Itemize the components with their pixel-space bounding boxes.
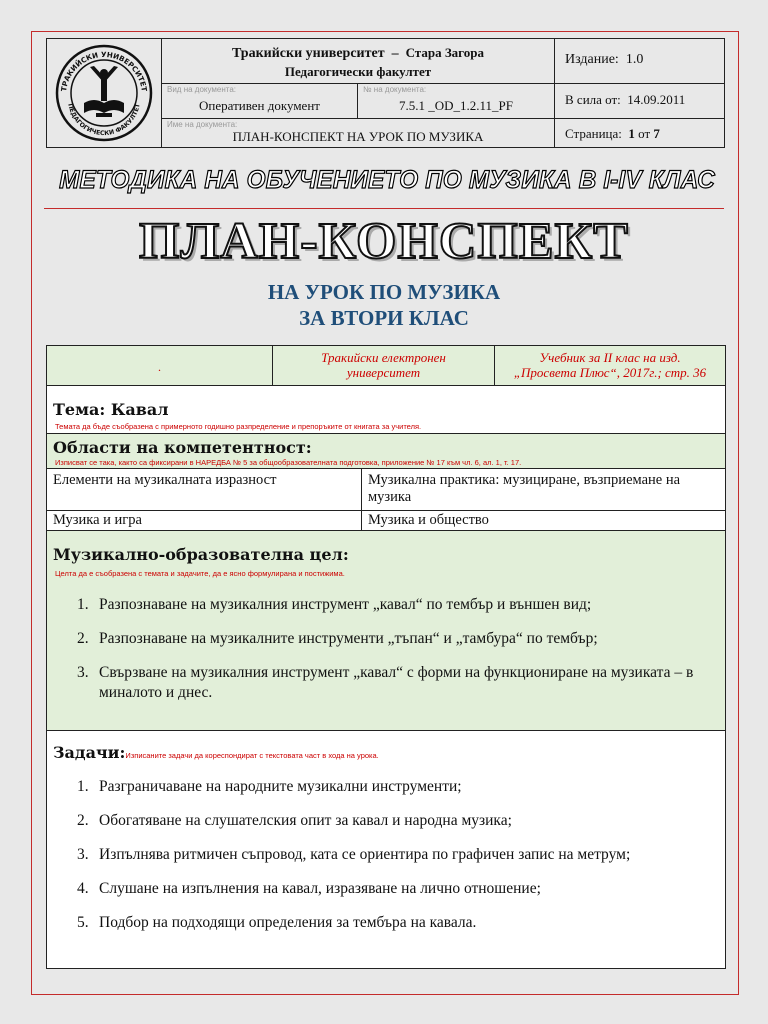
edition-value: 1.0: [625, 52, 644, 67]
page-total: 7: [653, 126, 660, 141]
task-item-number: 3.: [77, 846, 89, 863]
info-cell-2-line-1: Тракийски електронен: [321, 350, 446, 365]
info-cell-3-line-1: Учебник за II клас на изд.: [539, 350, 681, 365]
goal-item-number: 3.: [77, 664, 89, 681]
goal-item-number: 2.: [77, 630, 89, 647]
page-of: от: [638, 126, 651, 141]
area-cell: Елементи на музикалната изразност: [47, 469, 362, 510]
university-logo-cell: [47, 39, 162, 147]
lesson-plan-table: [46, 345, 726, 969]
info-cell-2: [273, 346, 495, 385]
info-cell-1: .: [47, 346, 273, 385]
dash: –: [391, 46, 399, 61]
task-item-text: Подбор на подходящи определения за тембъра на кавала.: [99, 914, 477, 931]
goal-list: [77, 595, 717, 703]
info-cell-3-line-2: „Просвета Плюс“, 2017г.; стр. 36: [513, 365, 707, 380]
topic-note: Темата да бъде съобразена с примерното годишно разпределение и препоръките от книгата за учителя.: [55, 422, 422, 431]
course-title: МЕТОДИКА НА ОБУЧЕНИЕТО ПО МУЗИКА В I-IV КЛАС: [59, 166, 715, 194]
doc-number-caption: № на документа:: [363, 85, 427, 94]
page-label: Страница:: [565, 126, 622, 141]
competence-note: Изписват се така, както са фиксирани в НАРЕДБА № 5 за общообразователната подготовка, приложение № 17 към чл. 6, ал. 1, т. 17.: [55, 458, 522, 467]
info-cell-3: [495, 346, 725, 385]
area-cell: Музика и общество: [368, 512, 489, 528]
edition-cell: [555, 39, 724, 84]
doc-number-value: 7.5.1 _OD_1.2.11_PF: [398, 98, 513, 113]
goal-item-number: 1.: [77, 596, 89, 613]
goal-item: [77, 663, 717, 703]
tasks-row: [47, 731, 725, 968]
plan-title: ПЛАН-КОНСПЕКТ: [139, 213, 629, 270]
subtitle-line-2: ЗА ВТОРИ КЛАС: [299, 306, 469, 330]
doc-type-cell: [162, 84, 358, 119]
task-item-text: Слушане на изпълнения на кавал, изразяване на лично отношение;: [99, 880, 541, 897]
task-item-text: Изпълнява ритмичен съпровод, ката се ориентира по графичен запис на метрум;: [99, 846, 631, 863]
task-item: [77, 811, 717, 831]
info-row: [47, 346, 725, 386]
task-item: [77, 777, 717, 797]
document-header-table: [46, 38, 725, 148]
page-current: 1: [628, 126, 635, 141]
svg-text:ТРАКИЙСКИ УНИВЕРСИТЕТ: ТРАКИЙСКИ УНИВЕРСИТЕТ: [59, 49, 149, 93]
competence-heading: Области на компетентност:: [53, 438, 312, 457]
goal-note: Целта да е съобразена с темата и задачите, да е ясно формулирана и постижима.: [55, 569, 345, 578]
page-number-cell: [555, 119, 724, 147]
task-item: [77, 879, 717, 899]
valid-from-label: В сила от:: [565, 92, 621, 107]
task-item-text: Разграничаване на народните музикални инструменти;: [99, 778, 462, 795]
doc-type-caption: Вид на документа:: [167, 85, 237, 94]
faculty-name: Педагогически факултет: [284, 64, 432, 79]
areas-row-1: [47, 469, 725, 511]
goal-heading: Музикално-образователна цел:: [53, 545, 349, 564]
goal-item-text: Свързване на музикалния инструмент „кавал“ с форми на функциониране на музиката – в миналото и днес.: [99, 664, 694, 701]
goal-item-text: Разпознаване на музикалния инструмент „кавал“ по тембър и външен вид;: [99, 596, 592, 613]
valid-from-cell: [555, 84, 724, 119]
university-seal-logo: [54, 43, 154, 143]
valid-from-value: 14.09.2011: [627, 92, 686, 107]
areas-row-2: [47, 511, 725, 531]
edition-label: Издание:: [565, 52, 619, 67]
doc-type-value: Оперативен документ: [199, 98, 320, 113]
area-cell: Музикална практика: музициране, възприемане на музика: [368, 472, 681, 505]
task-item-number: 1.: [77, 778, 89, 795]
goal-item-text: Разпознаване на музикалните инструменти „тъпан“ и „тамбура“ по тембър;: [99, 630, 598, 647]
divider-line: [44, 208, 724, 209]
goal-item: [77, 595, 717, 615]
doc-name-cell: [162, 119, 555, 147]
task-item-number: 4.: [77, 880, 89, 897]
svg-text:ПЕДАГОГИЧЕСКИ ФАКУЛТЕТ: ПЕДАГОГИЧЕСКИ ФАКУЛТЕТ: [66, 102, 142, 138]
task-item: [77, 845, 717, 865]
area-cell: Музика и игра: [47, 511, 362, 530]
tasks-note: Изписаните задачи да кореспондират с текстовата част в хода на урока.: [125, 751, 379, 760]
task-item: [77, 913, 717, 933]
competence-row: [47, 434, 725, 469]
task-item-text: Обогатяване на слушателския опит за кавал и народна музика;: [99, 812, 512, 829]
university-name: Тракийски университет: [232, 46, 385, 61]
tasks-label: Задачи:: [53, 743, 126, 762]
topic-row: [47, 386, 725, 434]
city-name: Стара Загора: [405, 45, 484, 60]
doc-name-caption: Име на документа:: [167, 120, 238, 129]
info-cell-2-line-2: университет: [346, 365, 421, 380]
tasks-heading: [53, 743, 379, 762]
goal-item: [77, 629, 717, 649]
subtitle-line-1: НА УРОК ПО МУЗИКА: [267, 280, 501, 304]
topic-heading: Тема: Кавал: [53, 400, 169, 419]
university-name-cell: [162, 39, 555, 84]
doc-name-value: ПЛАН-КОНСПЕКТ НА УРОК ПО МУЗИКА: [232, 129, 484, 144]
task-item-number: 2.: [77, 812, 89, 829]
goal-row: [47, 531, 725, 731]
doc-number-cell: [358, 84, 555, 119]
task-item-number: 5.: [77, 914, 89, 931]
tasks-list: [77, 777, 717, 933]
